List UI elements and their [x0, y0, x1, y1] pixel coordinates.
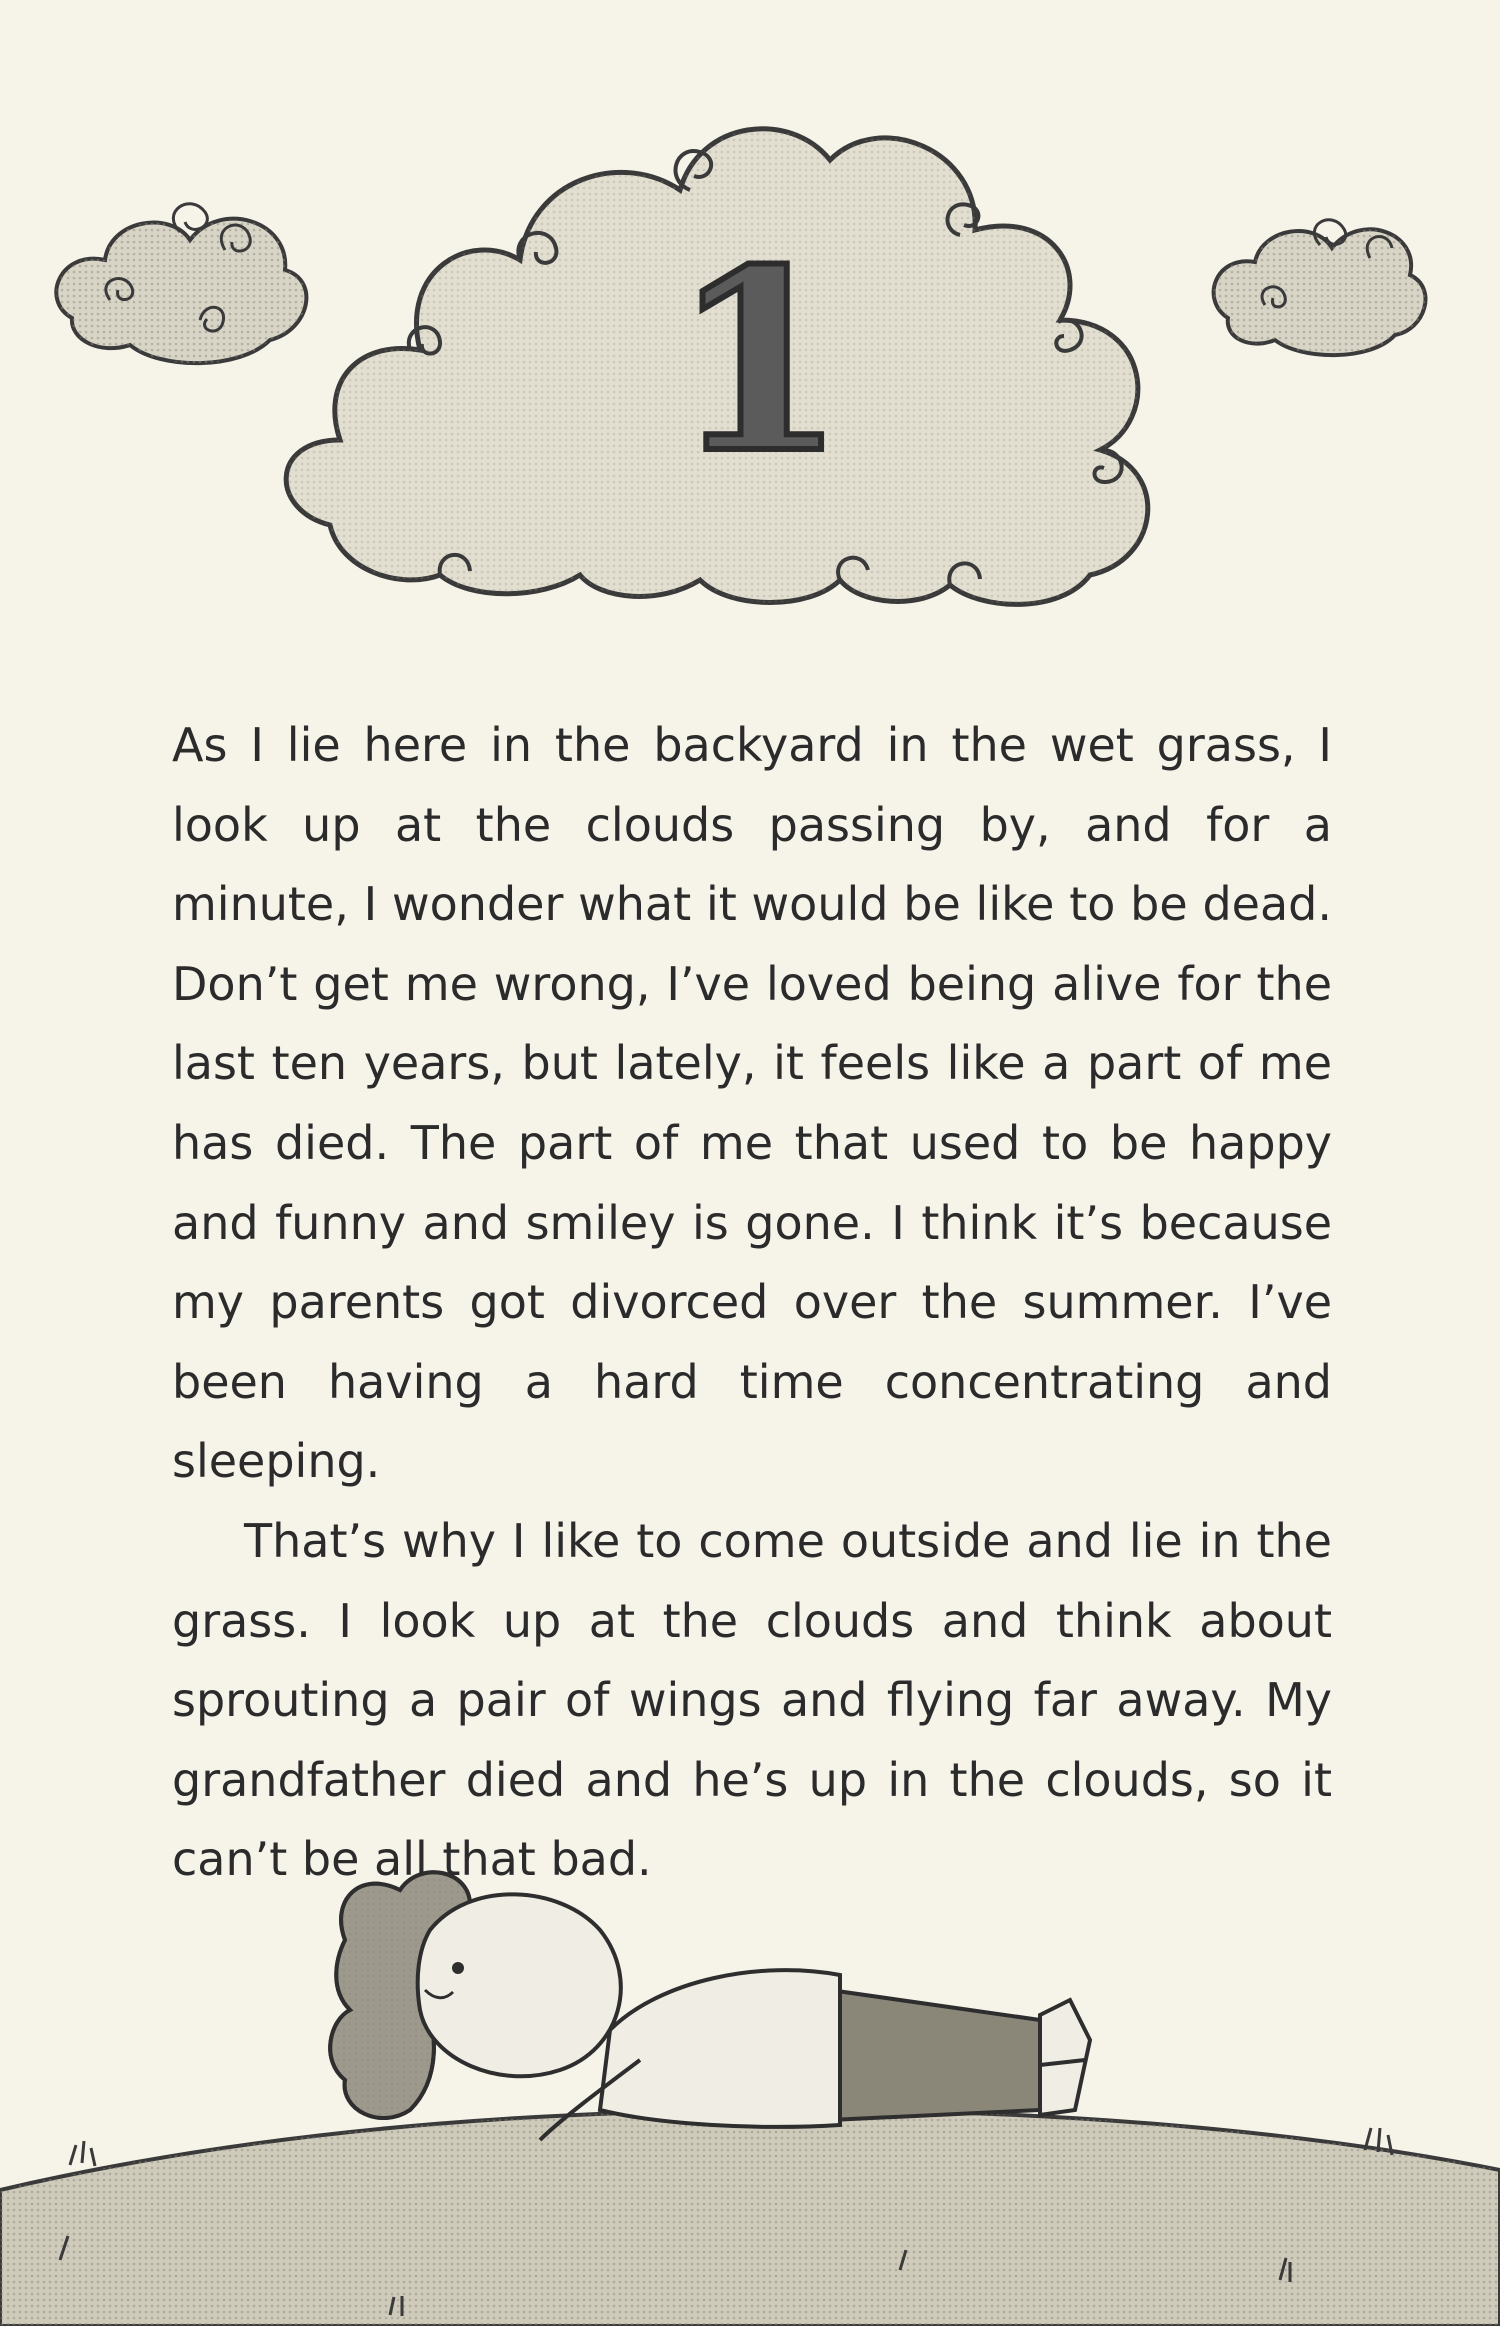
- paragraph: As I lie here in the backyard in the wet grass, I look up at the clouds passing by, and for a minute, I wonder what it would be like to be dead. Don’t get me wrong, I’ve loved being alive for the last ten years, but lately, it feels like a part of me has died. The part of me that used to be happy and funny and smiley is gone. I think it’s because my parents got divorced over the summer. I’ve been having a hard time concentrating and sleeping.: [172, 718, 1332, 1489]
- grass-hill-icon: [0, 2110, 1500, 2326]
- boy-lying-illustration: [330, 1872, 1090, 2140]
- chapter-body-text: [172, 706, 1332, 1900]
- paragraph: That’s why I like to come outside and lie in the grass. I look up at the clouds and think about sprouting a pair of wings and flying far away. My grandfather died and he’s up in the clouds, so it can’t be all that bad.: [172, 1513, 1332, 1887]
- small-cloud-right-icon: [1214, 220, 1426, 355]
- small-cloud-left-icon: [56, 204, 306, 363]
- chapter-number: 1: [672, 214, 846, 508]
